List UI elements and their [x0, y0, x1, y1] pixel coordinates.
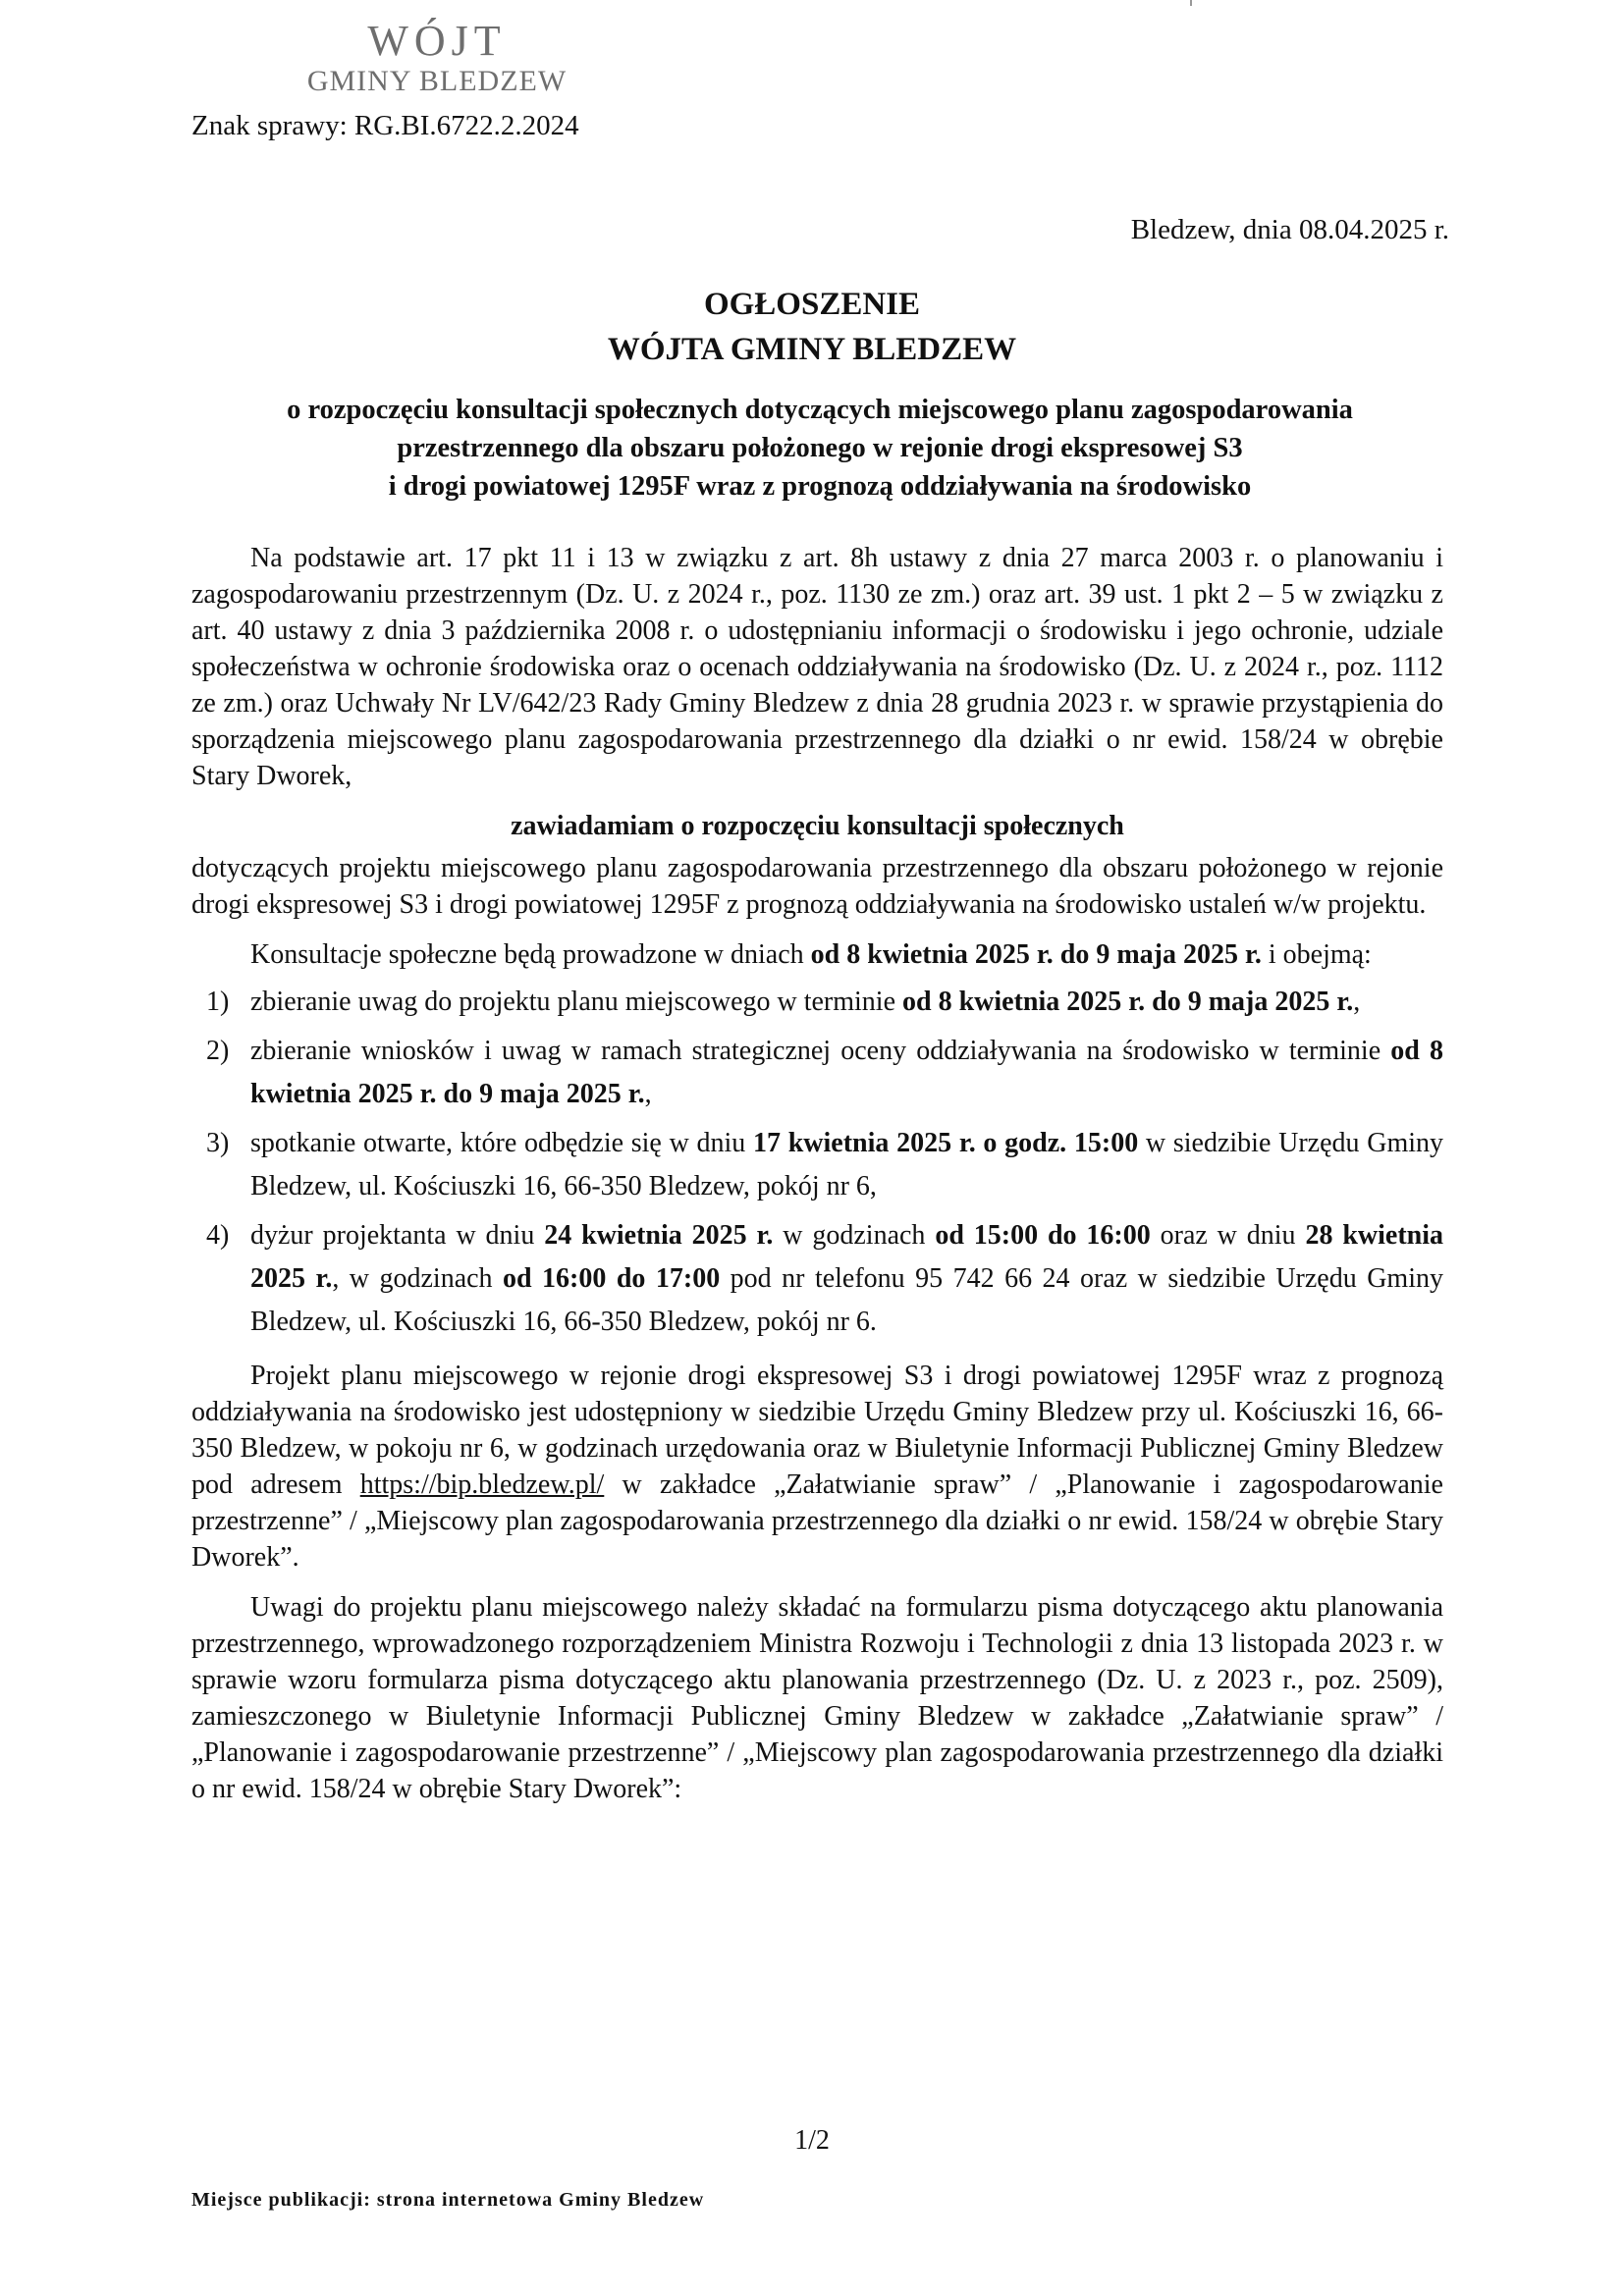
stamp-line-1: WÓJT	[367, 17, 507, 65]
subtitle	[187, 391, 1453, 506]
text: Konsultacje społeczne będą prowadzone w dniach	[250, 939, 811, 970]
bold-text: od 15:00 do 16:00	[935, 1220, 1151, 1251]
text: ,	[644, 1079, 652, 1109]
list-number: 2)	[206, 1036, 230, 1066]
text: w godzinach	[773, 1220, 936, 1251]
consultation-period-paragraph	[191, 936, 1443, 973]
text: pod nr telefonu 95 742 66 24 oraz w siedzibie Urzędu Gminy Bledzew, ul. Kościuszki 16, 66-350 Bledzew, pokój nr 6.	[250, 1263, 1443, 1337]
place-and-date: Bledzew, dnia 08.04.2025 r.	[1130, 214, 1449, 245]
office-stamp	[295, 18, 579, 98]
text: w siedzibie Urzędu Gminy Bledzew, ul. Kościuszki 16, 66-350 Bledzew, pokój nr 6,	[250, 1128, 1444, 1201]
publication-footer: Miejsce publikacji: strona internetowa Gminy Bledzew	[191, 2189, 705, 2211]
list-item	[191, 1030, 1443, 1116]
list-number: 1)	[206, 987, 230, 1017]
text: spotkanie otwarte, które odbędzie się w dniu	[250, 1128, 754, 1158]
announcement-heading: zawiadamiam o rozpoczęciu konsultacji społecznych	[511, 811, 1124, 841]
list-item	[191, 981, 1443, 1024]
page-number: 1/2	[794, 2125, 830, 2156]
list-number: 3)	[206, 1128, 230, 1158]
list-item	[191, 1122, 1443, 1208]
title-line-2: WÓJTA GMINY BLEDZEW	[607, 332, 1017, 367]
availability-paragraph	[191, 1358, 1443, 1575]
bold-text: 24 kwietnia 2025 r.	[544, 1220, 774, 1251]
stamp-line-2: GMINY BLEDZEW	[306, 65, 568, 97]
bip-link[interactable]: https://bip.bledzew.pl/	[359, 1469, 605, 1500]
subtitle-line-1: o rozpoczęciu konsultacji społecznych dotyczących miejscowego planu zagospodarowania	[287, 395, 1353, 425]
subtitle-line-2: przestrzennego dla obszaru położonego w rejonie drogi ekspresowej S3	[397, 433, 1243, 463]
text: Projekt planu miejscowego w rejonie drogi ekspresowej S3 i drogi powiatowej 1295F wraz z prognozą oddziaływania na środowisko jest udostępniony w siedzibie Urzędu Gminy Bledzew przy ul. Kościuszki 16, 66-350 Bledzew, w pokoju nr 6, w godzinach urzędowania oraz w Biuletynie Informacji Publicznej Gminy Bledzew pod adresem	[191, 1361, 1443, 1500]
consultation-activities-list	[191, 981, 1443, 1344]
scan-mark	[1190, 0, 1192, 6]
title-line-1: OGŁOSZENIE	[703, 287, 921, 322]
text: w zakładce „Załatwianie spraw” / „Planowanie i zagospodarowanie przestrzenne” / „Miejscowy plan zagospodarowania przestrzennego dla działki o nr ewid. 158/24 w obrębie Stary Dworek”.	[191, 1469, 1443, 1573]
text: , w godzinach	[332, 1263, 504, 1294]
text: zbieranie uwag do projektu planu miejscowego w terminie	[250, 987, 903, 1017]
submission-paragraph: Uwagi do projektu planu miejscowego należy składać na formularzu pisma dotyczącego aktu planowania przestrzennego, wprowadzonego rozporządzeniem Ministra Rozwoju i Technologii z dnia 13 listopada 2023 r. w sprawie wzoru formularza pisma dotyczącego aktu planowania przestrzennego (Dz. U. z 2023 r., poz. 2509), zamieszczonego w Biuletynie Informacji Publicznej Gminy Bledzew w zakładce „Załatwianie spraw” / „Planowanie i zagospodarowanie przestrzenne” / „Miejscowy plan zagospodarowania przestrzennego dla działki o nr ewid. 158/24 w obrębie Stary Dworek”:	[191, 1592, 1443, 1804]
list-number: 4)	[206, 1220, 230, 1251]
bold-text: od 16:00 do 17:00	[503, 1263, 721, 1294]
legal-basis-paragraph: Na podstawie art. 17 pkt 11 i 13 w związku z art. 8h ustawy z dnia 27 marca 2003 r. o planowaniu i zagospodarowaniu przestrzennym (Dz. U. z 2024 r., poz. 1130 ze zm.) oraz art. 39 ust. 1 pkt 2 – 5 w związku z art. 40 ustawy z dnia 3 października 2008 r. o udostępnianiu informacji o środowisku i jego ochronie, udziale społeczeństwa w ochronie środowiska oraz o ocenach oddziaływania na środowisko (Dz. U. z 2024 r., poz. 1112 ze zm.) oraz Uchwały Nr LV/642/23 Rady Gminy Bledzew z dnia 28 grudnia 2023 r. w sprawie przystąpienia do sporządzenia miejscowego planu zagospodarowania przestrzennego dla działki o nr ewid. 158/24 w obrębie Stary Dworek,	[191, 543, 1443, 791]
period-dates: od 8 kwietnia 2025 r. do 9 maja 2025 r.	[810, 939, 1262, 970]
list-item	[191, 1214, 1443, 1344]
text: dyżur projektanta w dniu	[250, 1220, 545, 1251]
bold-text: od 8 kwietnia 2025 r. do 9 maja 2025 r.	[250, 1036, 1443, 1109]
text: zbieranie wniosków i uwag w ramach strategicznej oceny oddziaływania na środowisko w terminie	[250, 1036, 1391, 1066]
subtitle-line-3: i drogi powiatowej 1295F wraz z prognozą oddziaływania na środowisko	[388, 471, 1252, 502]
bold-text: 28 kwietnia 2025 r.	[250, 1220, 1443, 1294]
document-body	[191, 540, 1443, 1807]
bold-text: od 8 kwietnia 2025 r. do 9 maja 2025 r.	[902, 987, 1354, 1017]
case-reference: Znak sprawy: RG.BI.6722.2.2024	[191, 110, 579, 141]
scope-paragraph: dotyczących projektu miejscowego planu zagospodarowania przestrzennego dla obszaru położonego w rejonie drogi ekspresowej S3 i drogi powiatowej 1295F z prognozą oddziaływania na środowisko ustaleń w/w projektu.	[191, 853, 1443, 920]
bold-text: 17 kwietnia 2025 r. o godz. 15:00	[753, 1128, 1139, 1158]
text: ,	[1353, 987, 1361, 1017]
text: i obejmą:	[1261, 939, 1372, 970]
text: oraz w dniu	[1150, 1220, 1306, 1251]
